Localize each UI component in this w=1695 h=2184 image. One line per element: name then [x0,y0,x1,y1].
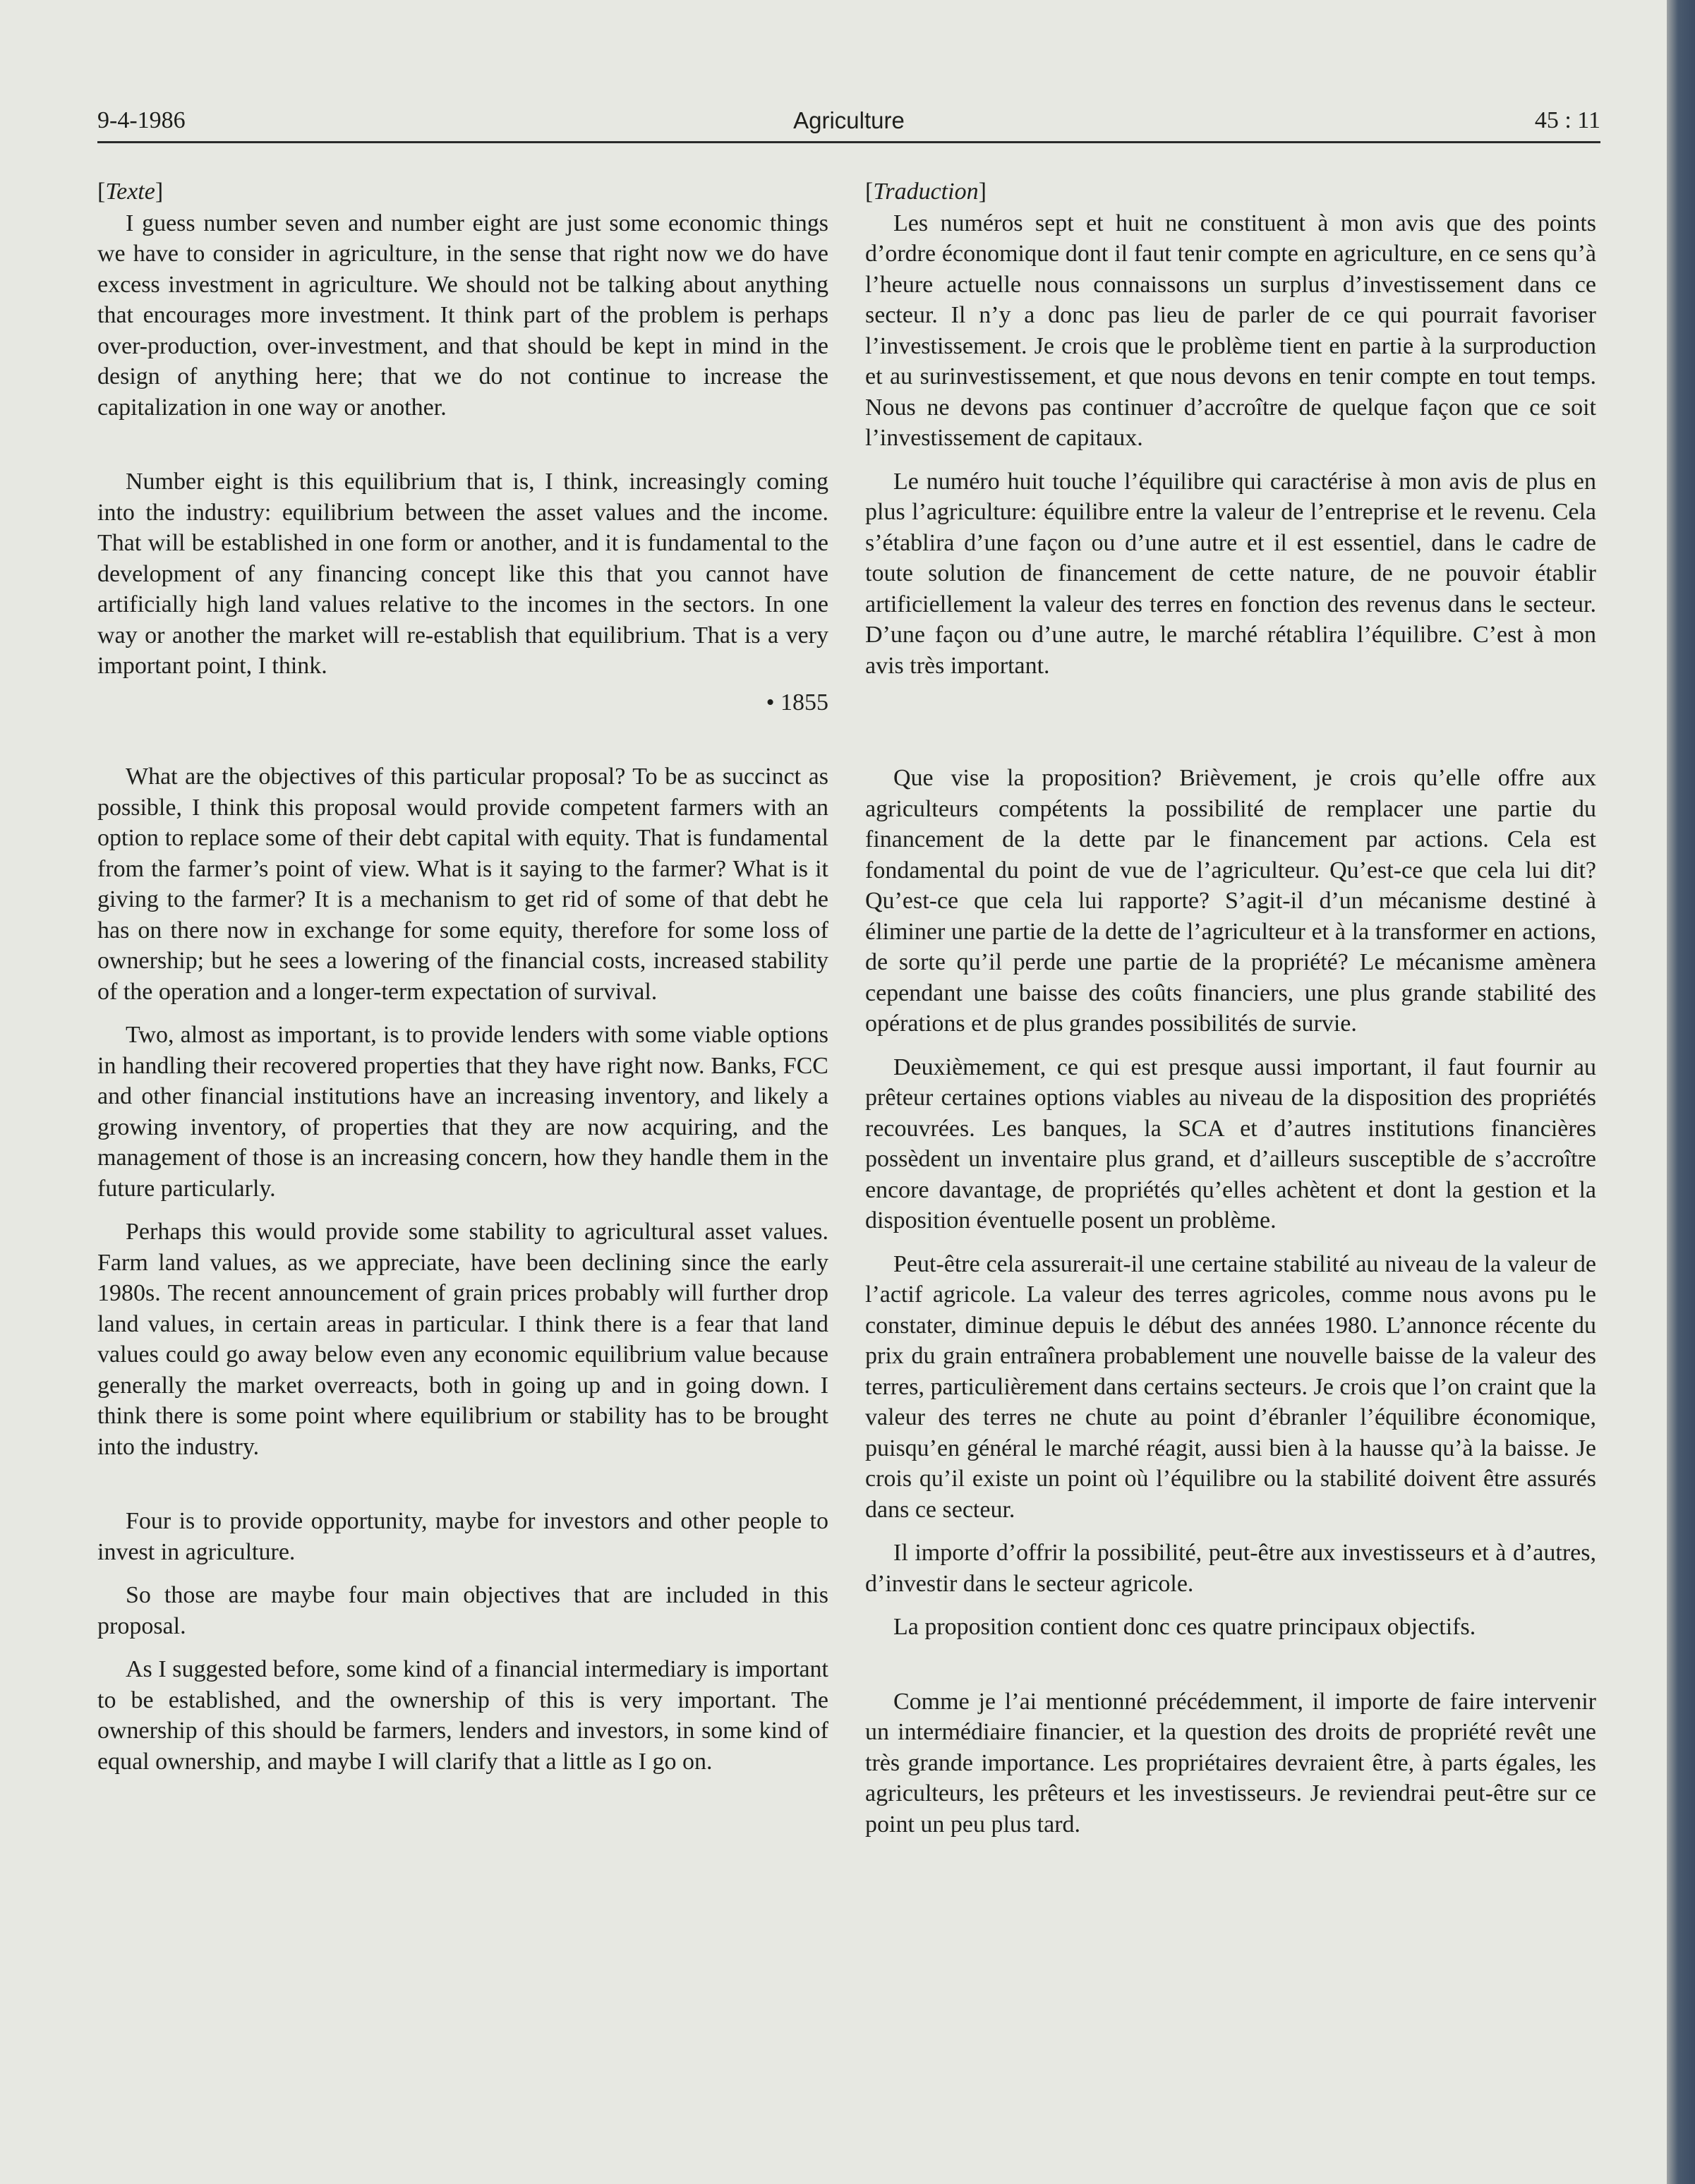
header-page-number: 45 : 11 [1534,107,1600,133]
paragraph: Peut-être cela assurerait-il une certaine stabilité au niveau de la valeur de l’actif agricole. La valeur des terres agricoles, comme nous avons pu le constater, diminue depuis le début des années 1980. L’annonce récente du prix du grain entraînera probablement une nouvelle baisse de la valeur des terres, particulièrement dans certains secteurs. Je crois que l’on craint que la valeur des terres ne chute au point d’ébranler l’équilibre économique, puisqu’en général le marché réagit, aussi bien à la hausse qu’à la baisse. Je crois qu’il existe un point où l’équilibre ou la stabilité doivent être assurés dans ce secteur. [865,1250,1596,1523]
paragraph: As I suggested before, some kind of a financial intermediary is important to be established, and the ownership of this is very important. The ownership of this should be farmers, lenders and investors, in some kind of equal ownership, and maybe I will clarify that a little as I go on. [97,1656,828,1775]
paragraph: Il importe d’offrir la possibilité, peut-être aux investisseurs et à d’autres, d’investir dans le secteur agricole. [865,1540,1596,1597]
paragraph: I guess number seven and number eight are just some economic things we have to consider in agriculture, in the sense that right now we do have excess investment in agriculture. We should not be talking about anything that encourages more investment. It think part of the problem is perhaps over-production, over-investment, and that should be kept in mind in the design of anything here; that we do not continue to increase the capitalization in one way or another. [97,210,828,421]
english-column [97,176,828,1777]
paragraph: Perhaps this would provide some stability to agricultural asset values. Farm land values, as we appreciate, have been declining since the early 1980s. The recent announcement of grain prices probably will further drop land values, in certain areas in particular. I think there is a fear that land values could go away below even any economic equilibrium value because generally the market overreacts, both in going up and in going down. I think there is some point where equilibrium or stability has to be brought into the industry. [97,1219,828,1460]
header-date: 9-4-1986 [97,107,186,133]
column-label-traduction: [Traduction] [865,179,987,205]
paragraph: Que vise la proposition? Brièvement, je crois qu’elle offre aux agriculteurs compétents la possibilité de remplacer une partie du financement de la dette par le financement par actions. Cela est fondamental du point de vue de l’agriculteur. Qu’est-ce que cela lui dit? Qu’est-ce que cela lui rapporte? S’agit-il d’un mécanisme destiné à éliminer une partie de la dette de l’agriculteur et à la transformer en actions, de sorte qu’il perde une partie de la propriété? Le mécanisme amènera cependant une baisse des coûts financiers, une plus grande stabilité des opérations et de plus grandes possibilités de survie. [865,765,1596,1037]
paragraph: What are the objectives of this particular proposal? To be as succinct as possible, I think this proposal would provide competent farmers with an option to replace some of their debt capital with equity. That is fundamental from the farmer’s point of view. What is it saying to the farmer? What is it giving to the farmer? It is a mechanism to get rid of some of that debt he has on there now in exchange for some equity, therefore for some loss of ownership; but he sees a lowering of the financial costs, increased stability of the operation and a longer-term expectation of survival. [97,764,828,1005]
paragraph: Four is to provide opportunity, maybe for investors and other people to invest in agriculture. [97,1508,828,1565]
page-edge [1667,0,1695,2184]
french-column [865,176,1596,1840]
paragraph: Comme je l’ai mentionné précédemment, il importe de faire intervenir un intermédiaire financier, et la question des droits de propriété revêt une très grande importance. Les propriétaires devraient être, à parts égales, les agriculteurs, les prêteurs et les investisseurs. Je reviendrai peut-être sur ce point un peu plus tard. [865,1688,1596,1838]
paragraph: Le numéro huit touche l’équilibre qui caractérise à mon avis de plus en plus l’agriculture: équilibre entre la valeur de l’entreprise et le revenu. Cela s’établira d’une façon ou d’une autre et il est essentiel, dans le cadre de toute solution de financement de cette nature, de ne pouvoir établir artificiellement la valeur des terres en fonction des revenus dans le secteur. D’une façon ou d’une autre, le marché rétablira l’équilibre. C’est à mon avis très important. [865,468,1596,679]
paragraph: Number eight is this equilibrium that is, I think, increasingly coming into the industry: equilibrium between the asset values and the income. That will be established in one form or another, and it is fundamental to the development of any financing concept like this that you cannot have artificially high land values relative to the incomes in the sectors. In one way or another the market will re-establish that equilibrium. That is a very important point, I think. [97,469,828,679]
paragraph: Les numéros sept et huit ne constituent à mon avis que des points d’ordre économique dont il faut tenir compte en agriculture, en ce sens qu’à l’heure actuelle nous connaissons un surplus d’investissement dans ce secteur. Il n’y a donc pas lieu de parler de ce qui pourrait favoriser l’investissement. Je crois que le problème tient en partie à la surproduction et au surinvestissement, et que nous devons en tenir compte en tout temps. Nous ne devons pas continuer d’accroître de quelque façon que ce soit l’investissement de capitaux. [865,210,1596,451]
paragraph: Deuxièmement, ce qui est presque aussi important, il faut fournir au prêteur certaines options viables au niveau de la disposition des propriétés recouvrées. Les banques, la SCA et d’autres institutions financières possèdent un inventaire plus grand, et d’ailleurs susceptible de s’accroître encore davantage, de propriétés qu’elles achètent et dont la gestion et la disposition éventuelle posent un problème. [865,1054,1596,1233]
column-label-texte: [Texte] [97,179,164,205]
header-title: Agriculture [793,107,905,133]
paragraph: La proposition contient donc ces quatre principaux objectifs. [893,1614,1476,1640]
running-head [97,106,1600,143]
paragraph: So those are maybe four main objectives that are included in this proposal. [97,1582,828,1639]
time-marker: • 1855 [766,689,828,716]
paragraph: Two, almost as important, is to provide lenders with some viable options in handling their recovered properties that they have right now. Banks, FCC and other financial institutions have an increasing inventory, and likely a growing inventory, of properties that they are now acquiring, and the management of those is an increasing concern, how they handle them in the future particularly. [97,1022,828,1202]
label-text: Texte [105,179,155,205]
label-text: Traduction [873,179,979,205]
